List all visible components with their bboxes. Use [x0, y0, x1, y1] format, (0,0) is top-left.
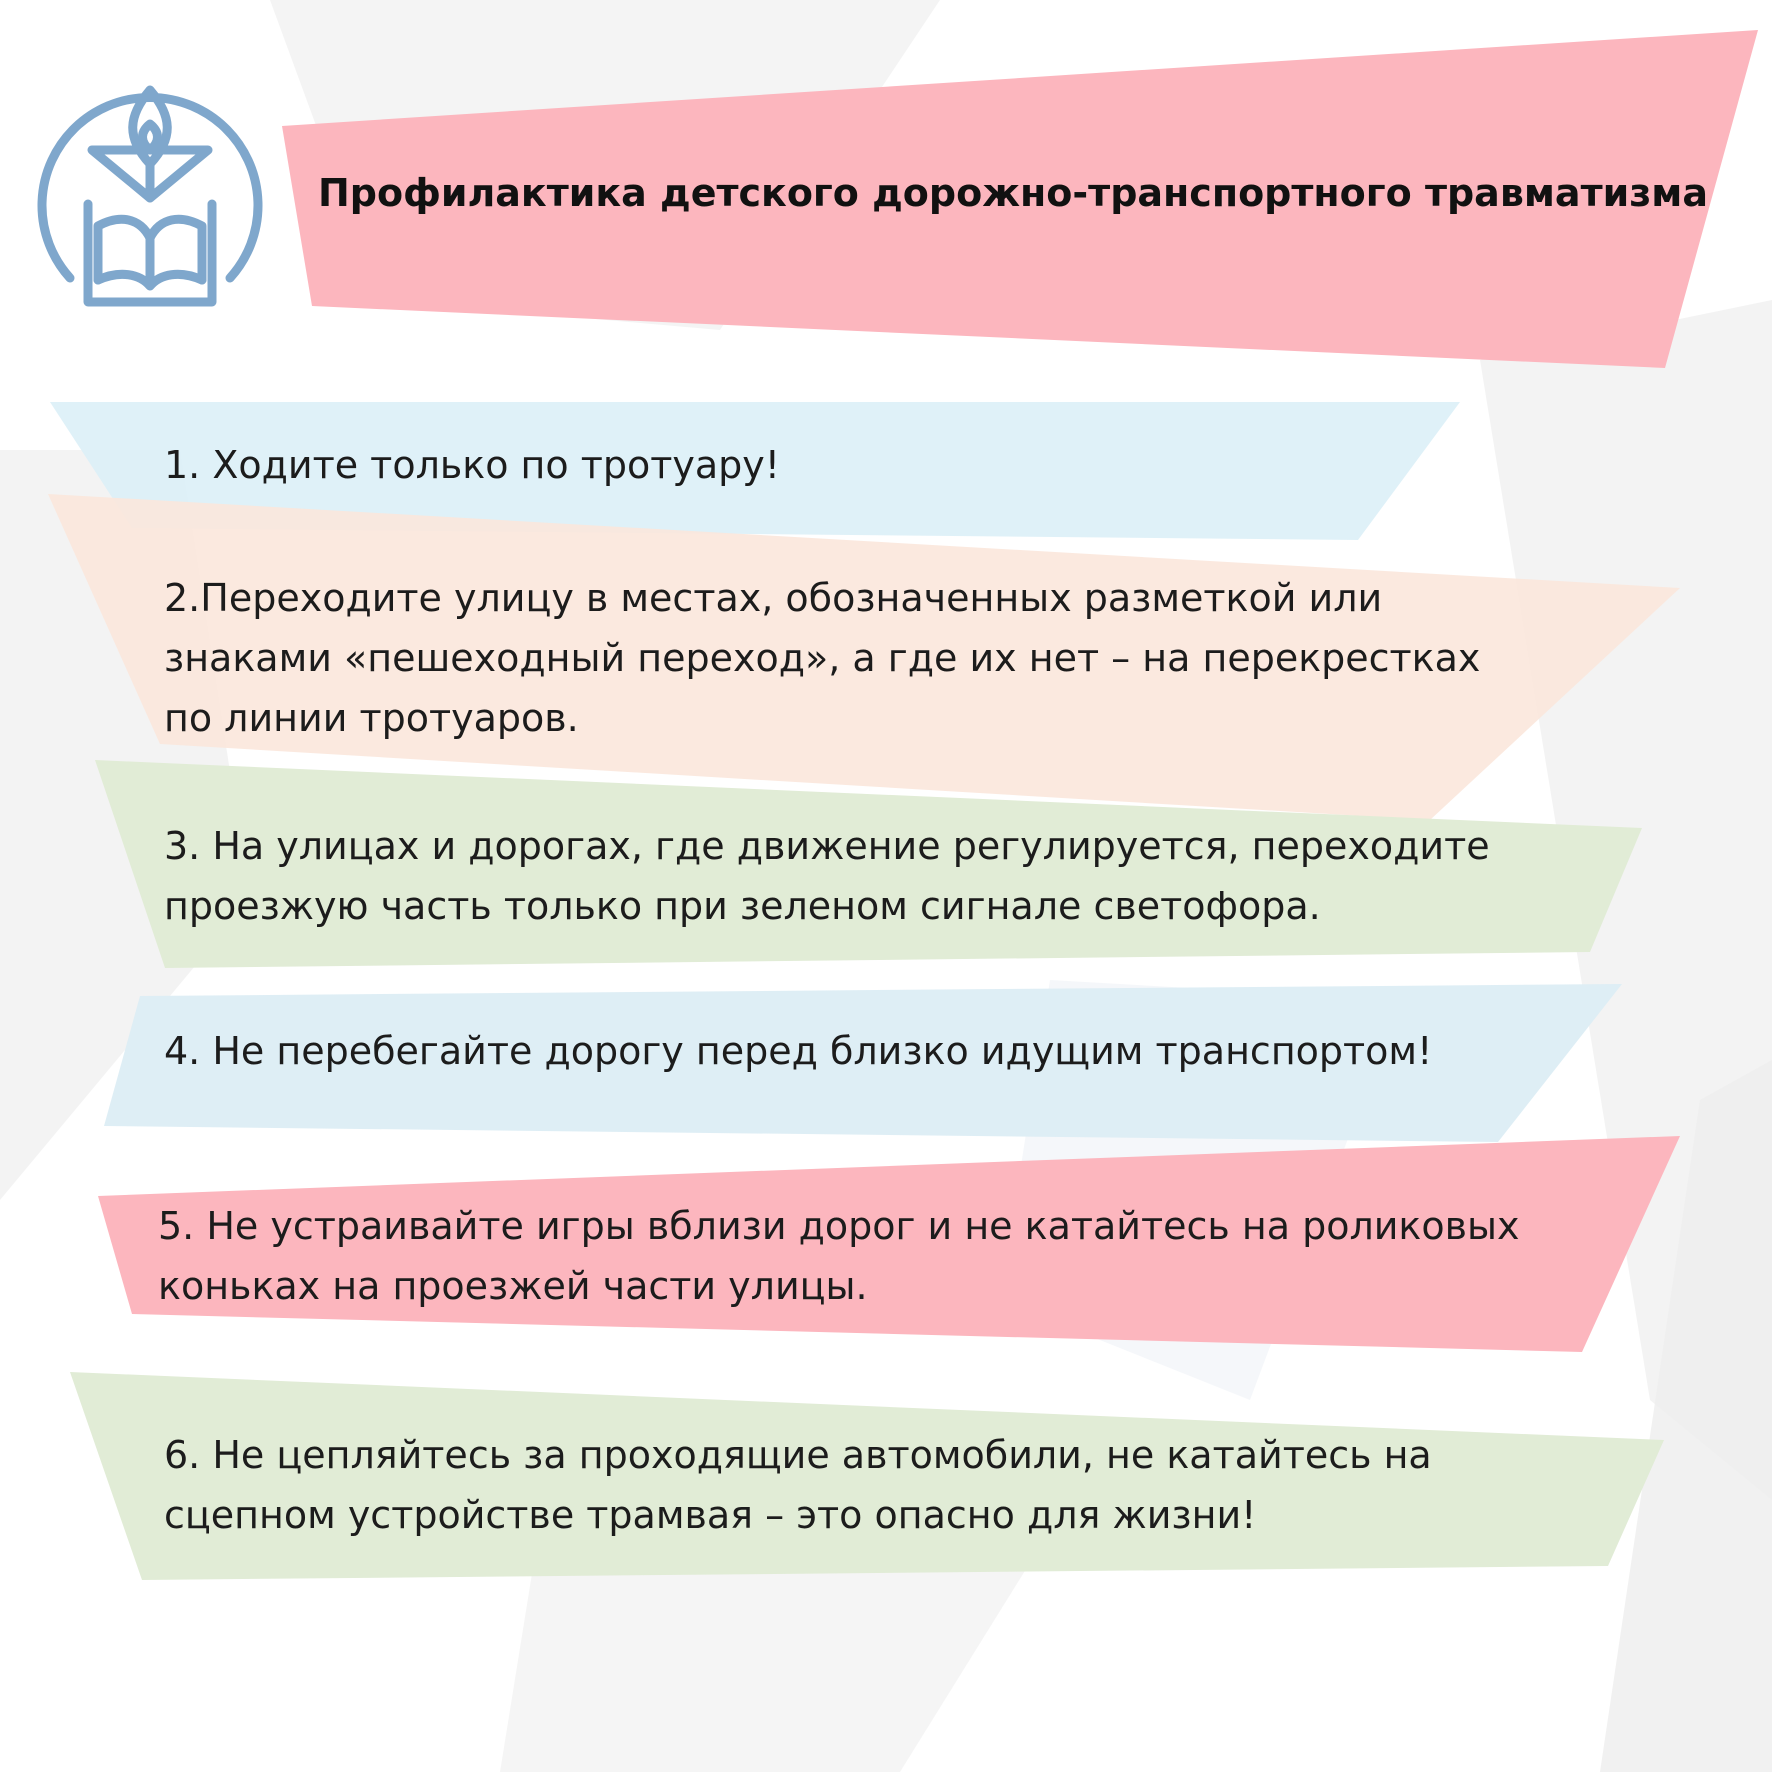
rule-item-2 — [164, 568, 1614, 748]
rule-line: коньках на проезжей части улицы. — [158, 1264, 868, 1308]
rule-item-3 — [164, 816, 1614, 936]
rule-line: 5. Не устраивайте игры вблизи дорог и не катайтесь на роликовых — [158, 1204, 1520, 1248]
rule-item-1 — [164, 435, 1614, 495]
rule-line: знаками «пешеходный переход», а где их нет – на перекрестках — [164, 636, 1481, 680]
rule-line: 4. Не перебегайте дорогу перед близко идущим транспортом! — [164, 1029, 1433, 1073]
rule-line: проезжую часть только при зеленом сигнале светофора. — [164, 884, 1321, 928]
rule-item-5 — [158, 1196, 1608, 1316]
page-title: Профилактика детского дорожно-транспортного травматизма — [318, 171, 1709, 215]
rule-line: 6. Не цепляйтесь за проходящие автомобили, не катайтесь на — [164, 1433, 1432, 1477]
rule-line: 2.Переходите улицу в местах, обозначенных разметкой или — [164, 576, 1383, 620]
rule-line: 1. Ходите только по тротуару! — [164, 443, 780, 487]
rule-line: 3. На улицах и дорогах, где движение регулируется, переходите — [164, 824, 1490, 868]
rule-item-4 — [164, 1021, 1614, 1081]
flower-open-book-logo-icon — [30, 80, 270, 320]
rule-line: сцепном устройстве трамвая – это опасно для жизни! — [164, 1493, 1257, 1537]
rule-line: по линии тротуаров. — [164, 696, 579, 740]
rule-item-6 — [164, 1425, 1614, 1545]
